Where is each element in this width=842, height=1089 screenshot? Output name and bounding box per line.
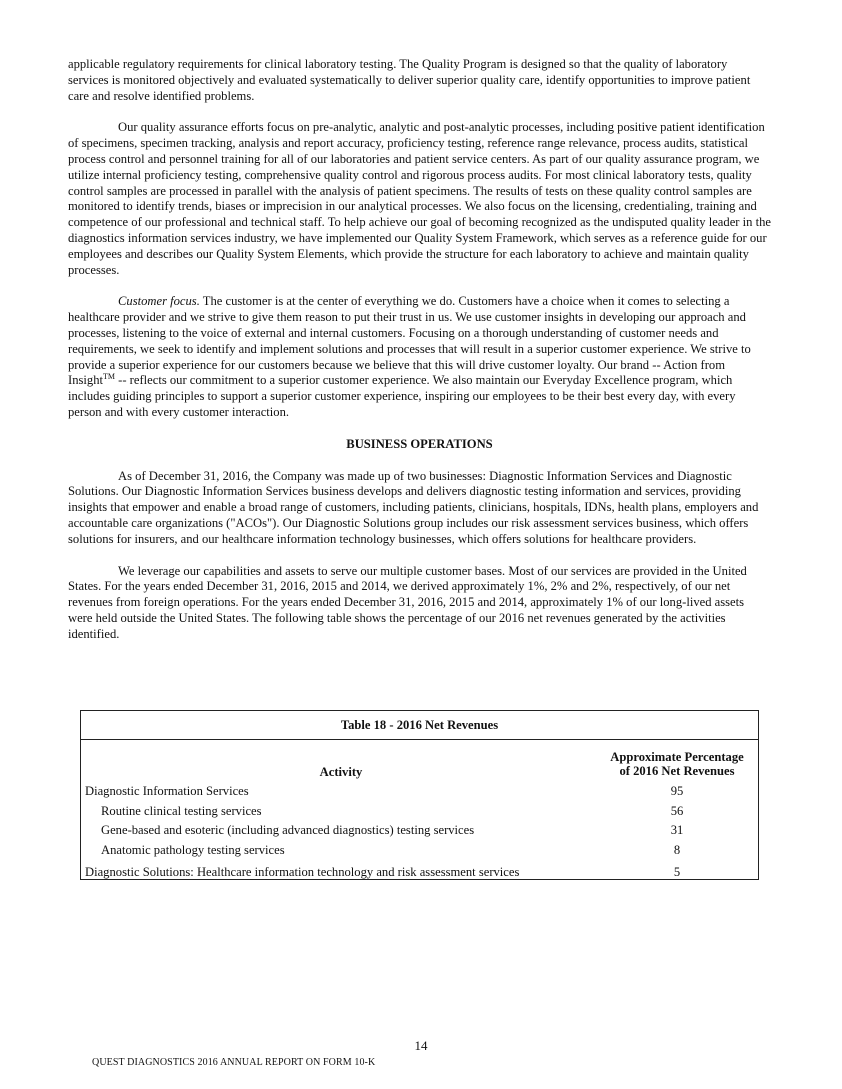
row-value: 95 [670, 784, 684, 798]
net-revenues-table [80, 710, 759, 880]
paragraph-quality-program: applicable regulatory requirements for clinical laboratory testing. The Quality Program is designed so that the quality of laboratory services is monitored objectively and evaluated systematically to deliver superior quality care, identify opportunities to improve patient care and resolve identified problems. [68, 57, 751, 103]
table-row [81, 841, 758, 861]
row-label: Gene-based and esoteric (including advanced diagnostics) testing services [101, 823, 475, 837]
row-label: Anatomic pathology testing services [101, 842, 285, 857]
page-footer: QUEST DIAGNOSTICS 2016 ANNUAL REPORT ON FORM 10-K [92, 1057, 376, 1068]
table-header-row [81, 740, 758, 782]
section-title-business-operations: BUSINESS OPERATIONS [346, 436, 493, 451]
customer-focus-text-a: The customer is at the center of everything we do. Customers have a choice when it comes to selecting a healthcare provider and we strive to give them reason to put their trust in us. We use customer insights in developing our approach and processes, listening to the voice of external and internal customers. Focusing on a thorough understanding of customer needs and requirements, we seek to identify and implement solutions and processes that will result in a superior customer experience. We strive to provide a superior experience for our customers because we believe that this will drive customer loyalty. Our brand -- Action from Insight [68, 294, 751, 388]
column-header-percentage-line1: Approximate Percentage [610, 750, 744, 764]
table-row [81, 802, 758, 822]
row-label: Diagnostic Information Services [85, 784, 249, 798]
row-value: 56 [670, 803, 684, 818]
row-label: Routine clinical testing services [101, 803, 262, 818]
table-row [81, 863, 758, 883]
document-body [68, 57, 771, 659]
table-row [81, 821, 758, 841]
table-row [81, 782, 758, 802]
column-header-percentage [602, 750, 752, 778]
paragraph-customer-focus [68, 294, 771, 420]
customer-focus-heading: Customer focus. [118, 294, 200, 309]
row-value: 31 [670, 823, 684, 837]
column-header-activity: Activity [319, 765, 363, 779]
row-label: Diagnostic Solutions: Healthcare information technology and risk assessment services [85, 865, 520, 879]
paragraph-quality-assurance: Our quality assurance efforts focus on pre-analytic, analytic and post-analytic processes, including positive patient identification of specimens, specimen tracking, analysis and report accuracy, proficiency testing, reference range relevance, process audits, statistical process control and personnel training for all of our laboratories and patient service centers. As part of our quality assurance program, we utilize internal proficiency testing, comprehensive quality control and rigorous process audits. For most clinical laboratory tests, quality control samples are processed in parallel with the analysis of patient specimens. The results of tests on these quality control samples are monitored to identify trends, biases or imprecision in our analytical processes. We also focus on the licensing, credentialing, training and competence of our professional and technical staff. To help achieve our goal of becoming recognized as the undisputed quality leader in the diagnostics information services industry, we have implemented our Quality System Framework, which serves as a reference guide for our employees and describes our Quality System Elements, which provide the structure for each laboratory to achieve and maintain quality processes. [68, 120, 771, 277]
customer-focus-text-b: -- reflects our commitment to a superior customer experience. We also maintain our Everyday Excellence program, which includes guiding principles to support a superior customer experience, inspiring our employees to be their best every day, with every person and with every customer interaction. [68, 373, 736, 419]
row-value: 8 [673, 842, 681, 857]
trademark-symbol: TM [102, 372, 115, 382]
table-title: Table 18 - 2016 Net Revenues [81, 711, 758, 740]
row-value: 5 [673, 865, 681, 879]
paragraph-businesses: As of December 31, 2016, the Company was made up of two businesses: Diagnostic Information Services and Diagnostic Solutions. Our Diagnostic Information Services business develops and delivers diagnostic testing information and services, providing insights that empower and enable a broad range of customers, including patients, clinicians, hospitals, IDNs, health plans, employers and accountable care organizations ("ACOs"). Our Diagnostic Solutions group includes our risk assessment services business, which offers solutions for insurers, and our healthcare information technology businesses, which offers solutions for healthcare providers. [68, 468, 759, 546]
column-header-percentage-line2: of 2016 Net Revenues [619, 764, 735, 778]
paragraph-capabilities: We leverage our capabilities and assets to serve our multiple customer bases. Most of our services are provided in the United States. For the years ended December 31, 2016, 2015 and 2014, we derived approximately 1%, 2% and 2%, respectively, of our net revenues from foreign operations. For the years ended December 31, 2016, 2015 and 2014, approximately 1% of our long-lived assets were held outside the United States. The following table shows the percentage of our 2016 net revenues generated by the activities identified. [68, 563, 747, 641]
page-number: 14 [414, 1038, 428, 1053]
